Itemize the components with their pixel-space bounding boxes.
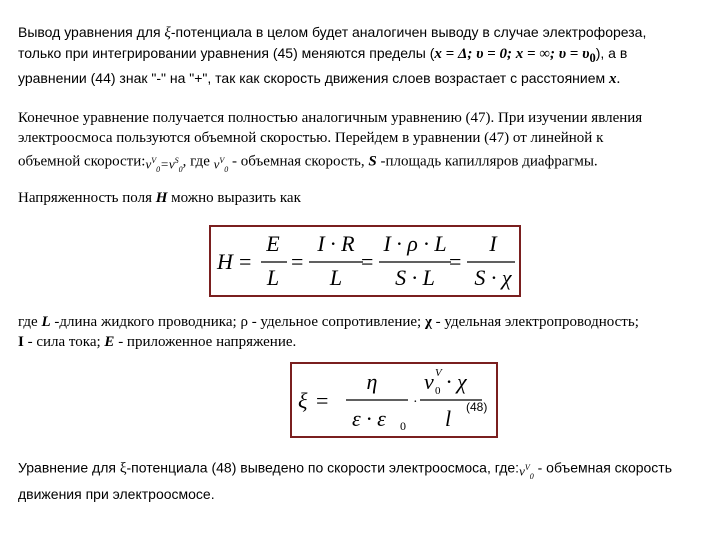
formula-dot: · (413, 395, 418, 410)
integration-limits: x = Δ; υ = 0; x = ∞; υ = υ (434, 46, 590, 62)
formula-equals: = (316, 388, 329, 413)
text-fragment: - сила тока; (23, 334, 105, 350)
s-variable: S (368, 153, 377, 170)
formula-xi: ξ (298, 388, 308, 413)
h-variable: H (155, 190, 168, 206)
formula-denominator: l (444, 406, 452, 431)
subscript: 0 (435, 385, 441, 397)
subscript: 0 (400, 419, 406, 433)
paragraph-volumetric-velocity (18, 108, 708, 177)
formula-field-strength-svg (211, 227, 519, 295)
formula-denominator: L (329, 265, 343, 290)
text-fragment: - приложенное напряжение. (114, 334, 297, 350)
x-variable: x (609, 71, 617, 87)
text-fragment: -потенциала в целом будет аналогичен выводу в случае электрофореза, (170, 24, 647, 40)
formula-numerator: I · R (317, 231, 355, 256)
formula-equals: = (361, 249, 374, 274)
l-variable: L (41, 314, 51, 330)
chi-symbol: χ (424, 314, 432, 330)
superscript: V (435, 367, 442, 379)
e-variable: E (104, 334, 115, 350)
inline-formula-v: $v^V_0$ (213, 156, 229, 174)
text-fragment: -длина жидкого проводника; (50, 314, 241, 330)
formula-denominator: L (266, 265, 280, 290)
inline-formula-v-equals: $v^V_0=v^S_0$ (145, 156, 183, 174)
text-fragment: объемной скорости: (18, 153, 146, 170)
subscript: 0 (589, 51, 596, 65)
text-fragment: Уравнение для (18, 459, 120, 476)
formula-denominator: ε · ε (352, 406, 386, 431)
formula-equals: = (291, 249, 304, 274)
formula-field-strength (209, 225, 521, 297)
paragraph-derivation (18, 22, 708, 89)
formula-equals: = (449, 249, 462, 274)
formula-v: v (424, 369, 434, 394)
i-variable: I (18, 334, 24, 350)
text-fragment: электроосмоса пользуются объемной скоростью. Перейдем в уравнении (47) от линейной к (18, 130, 604, 146)
text-fragment: - объемная скорость, (228, 153, 369, 170)
text-fragment: - удельная электропроводность; (431, 314, 639, 330)
paragraph-conclusion (18, 455, 708, 505)
formula-numerator: E (266, 231, 280, 256)
text-fragment: где (18, 314, 42, 330)
paragraph-definitions (18, 312, 708, 352)
formula-numerator: I (489, 231, 497, 256)
formula-denominator: S · χ (474, 265, 512, 290)
text-fragment: только при интегрировании уравнения (45) меняются пределы ( (18, 45, 435, 61)
text-fragment: Конечное уравнение получается полностью аналогичным уравнению (47). При изучении явления (18, 110, 643, 126)
text-fragment: , где (182, 153, 214, 170)
text-fragment: можно выразить как (167, 190, 301, 206)
text-fragment: - удельное сопротивление; (247, 314, 425, 330)
formula-chi: · χ (446, 369, 467, 394)
formula-numerator: I · ρ · L (383, 231, 447, 256)
equation-number: (48) (466, 400, 488, 414)
formula-equals: = (239, 249, 252, 274)
xi-symbol: ξ (119, 460, 127, 477)
text-fragment: . (616, 71, 621, 87)
text-fragment: уравнении (44) знак "-" на "+", так как скорость движения слоев возрастает с расстоянием (18, 70, 610, 86)
xi-symbol: ξ (164, 25, 171, 41)
text-fragment: ), а в (595, 45, 628, 61)
text-fragment: Вывод уравнения для (18, 24, 165, 40)
formula-numerator: η (366, 369, 378, 394)
text-fragment: Напряженность поля (18, 190, 156, 206)
rho-symbol: ρ (240, 314, 248, 330)
text-fragment: -площадь капилляров диафрагмы. (376, 153, 598, 170)
text-fragment: движения при электроосмосе. (18, 485, 215, 502)
text-fragment: - объемная скорость (533, 459, 673, 476)
inline-formula-v: $v^V_0$ (519, 463, 534, 481)
formula-h: H (217, 249, 233, 274)
paragraph-field-strength (18, 188, 708, 208)
formula-denominator: S · L (395, 265, 435, 290)
text-fragment: -потенциала (48) выведено по скорости электроосмоса, где: (126, 459, 520, 476)
